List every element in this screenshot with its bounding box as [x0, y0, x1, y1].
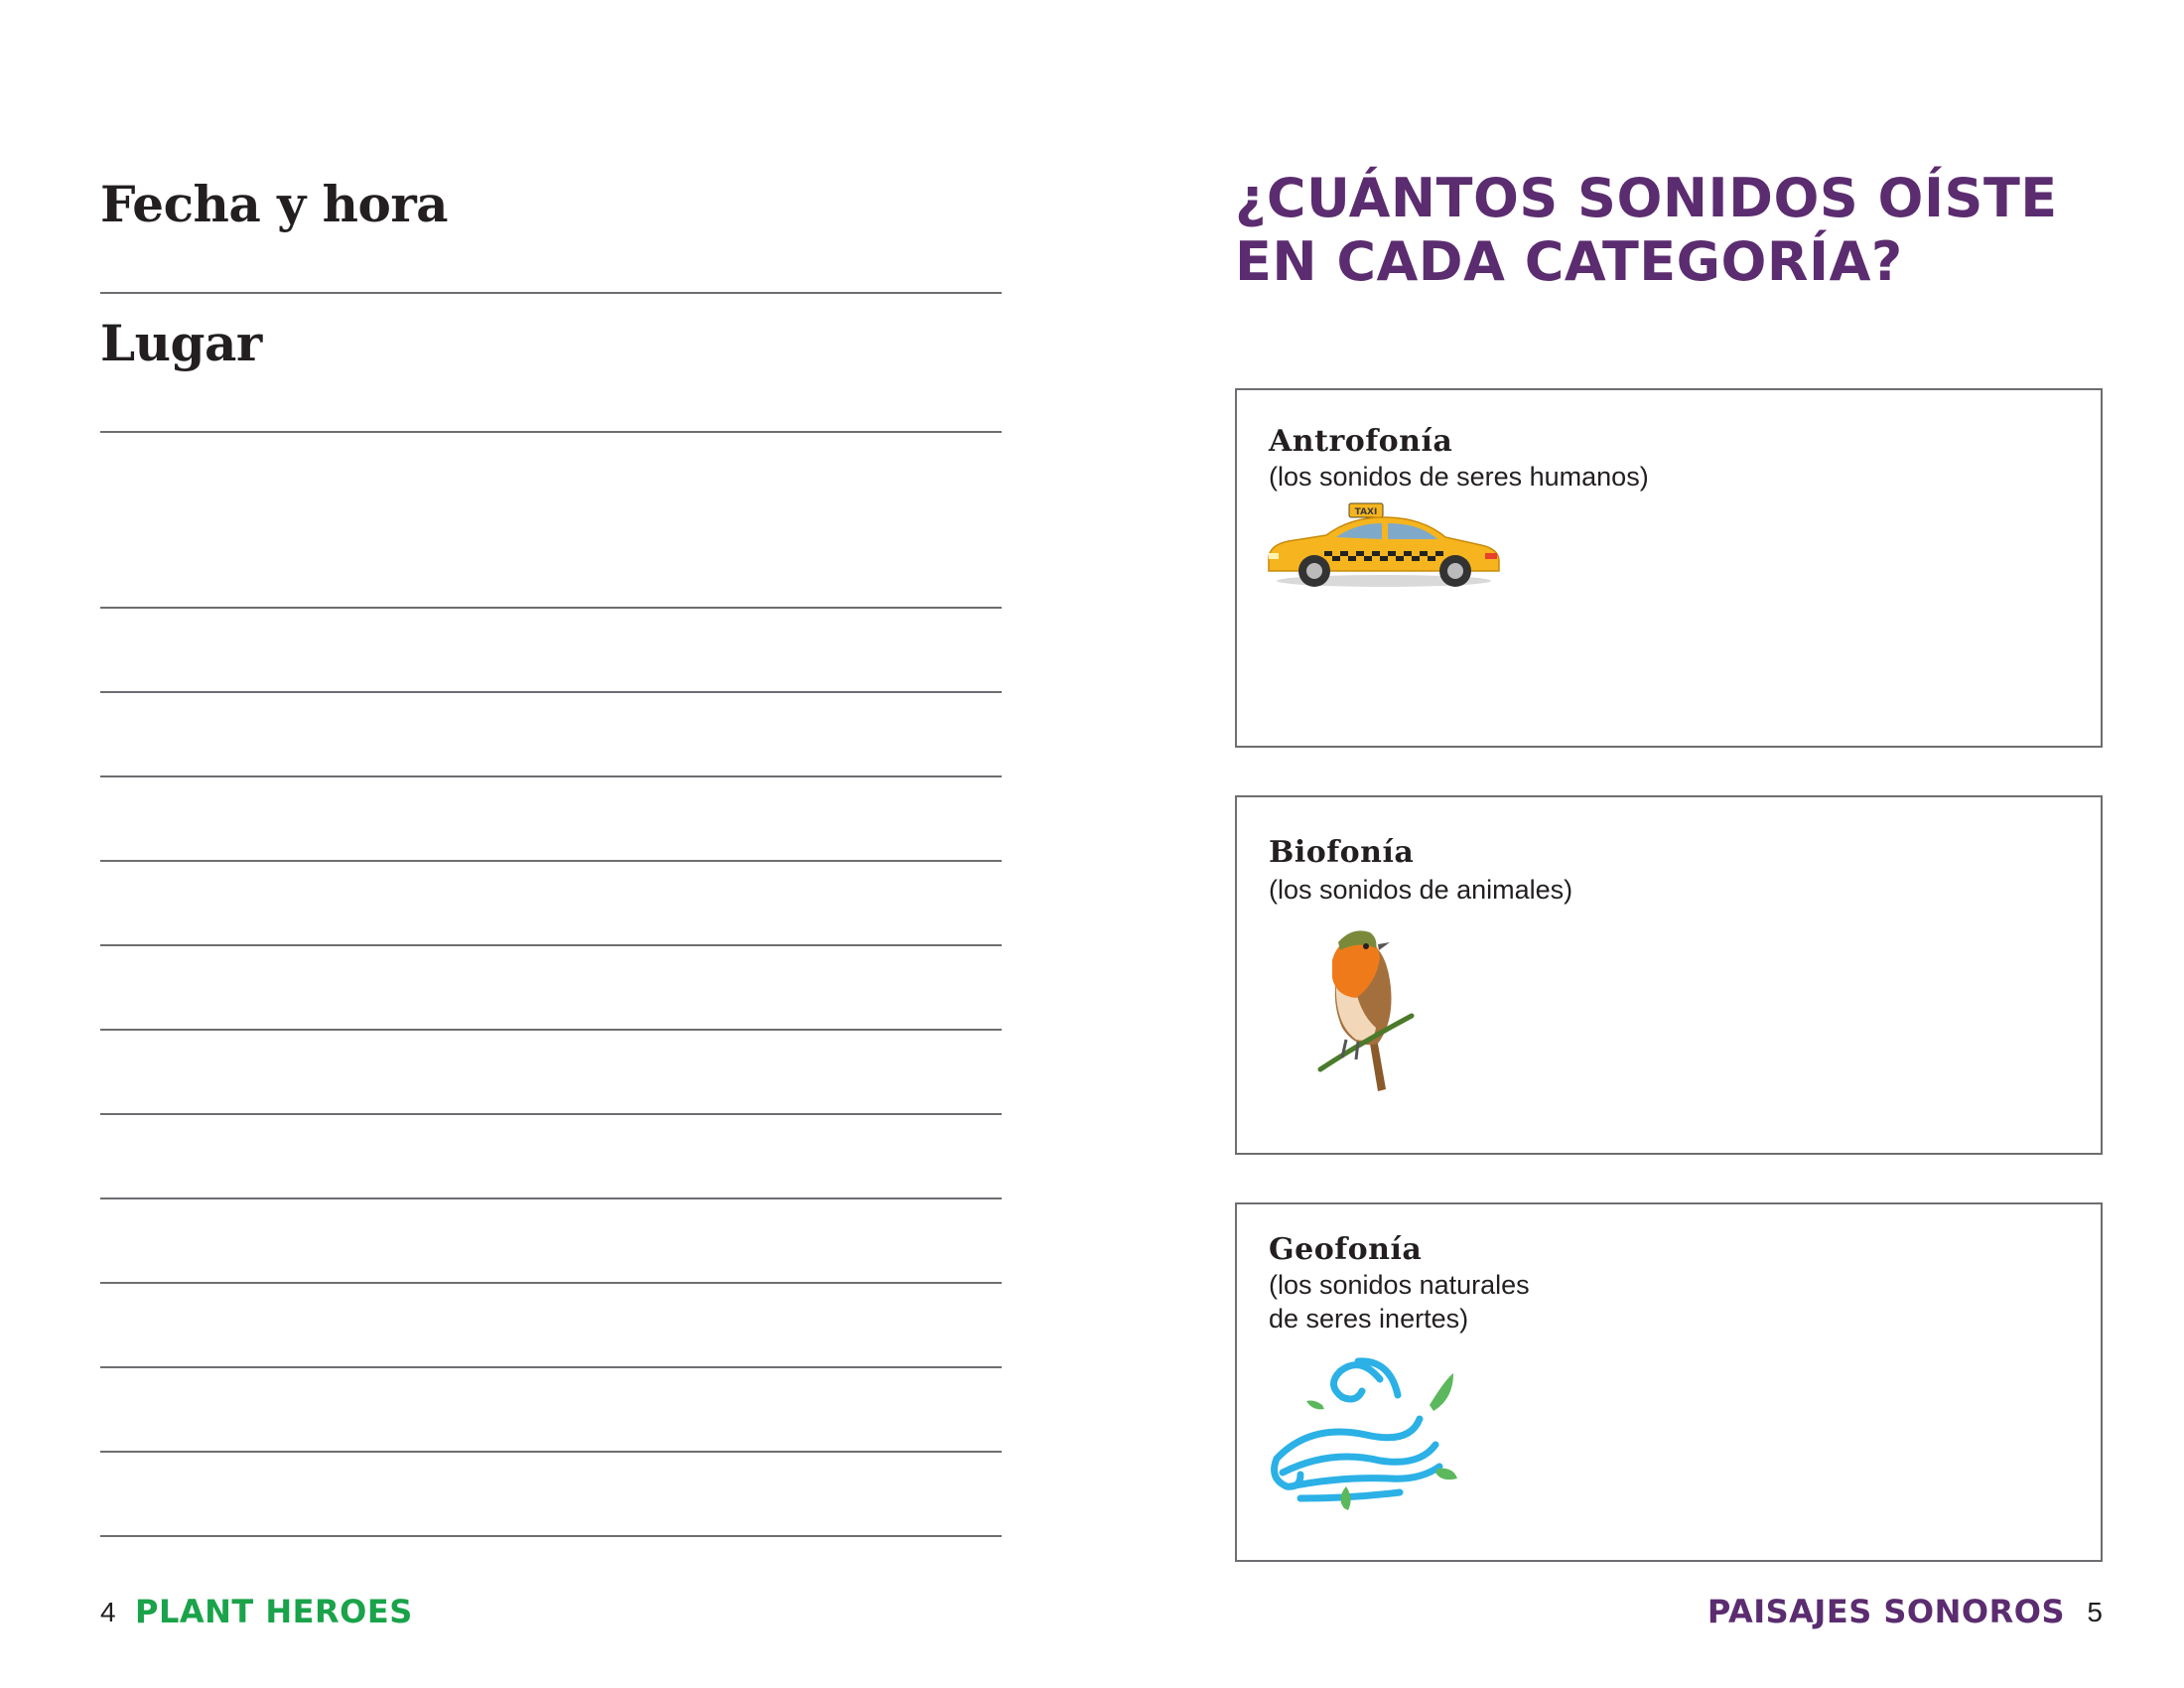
- writing-line[interactable]: [100, 1282, 1002, 1284]
- category-title: Antrofonía: [1269, 424, 1453, 459]
- place-label: Lugar: [100, 314, 262, 372]
- writing-line[interactable]: [100, 607, 1002, 609]
- category-box-geofonia[interactable]: [1235, 1202, 2103, 1562]
- place-write-line[interactable]: [100, 431, 1002, 433]
- writing-line[interactable]: [100, 691, 1002, 693]
- writing-line[interactable]: [100, 1451, 1002, 1453]
- writing-line[interactable]: [100, 1197, 1002, 1199]
- writing-line[interactable]: [100, 1366, 1002, 1368]
- date-time-label: Fecha y hora: [100, 175, 449, 233]
- writing-line[interactable]: [100, 1535, 1002, 1537]
- category-subtitle: (los sonidos de animales): [1269, 875, 1573, 905]
- right-brand: PAISAJES SONOROS: [1706, 1593, 2065, 1630]
- category-box-biofonia[interactable]: [1235, 795, 2103, 1155]
- page-title: [1235, 167, 2058, 294]
- date-time-write-line[interactable]: [100, 292, 1002, 294]
- category-subtitle: (los sonidos naturales de seres inertes): [1269, 1270, 1530, 1334]
- writing-line[interactable]: [100, 1113, 1002, 1115]
- writing-line[interactable]: [100, 1029, 1002, 1031]
- wind-icon: [1271, 1349, 1459, 1518]
- taxi-icon: [1265, 501, 1503, 591]
- writing-line[interactable]: [100, 944, 1002, 946]
- left-brand: PLANT HEROES: [135, 1593, 413, 1630]
- category-title: Biofonía: [1269, 835, 1415, 870]
- category-subtitle: (los sonidos de seres humanos): [1269, 462, 1649, 492]
- left-page-number: 4: [100, 1597, 116, 1627]
- writing-line[interactable]: [100, 860, 1002, 862]
- category-box-antrofonia[interactable]: [1235, 388, 2103, 748]
- writing-line[interactable]: [100, 775, 1002, 777]
- right-page-number: 5: [2087, 1597, 2103, 1627]
- page-title-line: EN CADA CATEGORÍA?: [1235, 230, 1903, 293]
- bird-icon: [1316, 920, 1416, 1095]
- page-title-line: ¿CUÁNTOS SONIDOS OÍSTE: [1235, 167, 2058, 229]
- svg-text:TAXI: TAXI: [1354, 507, 1378, 517]
- category-title: Geofonía: [1269, 1232, 1423, 1267]
